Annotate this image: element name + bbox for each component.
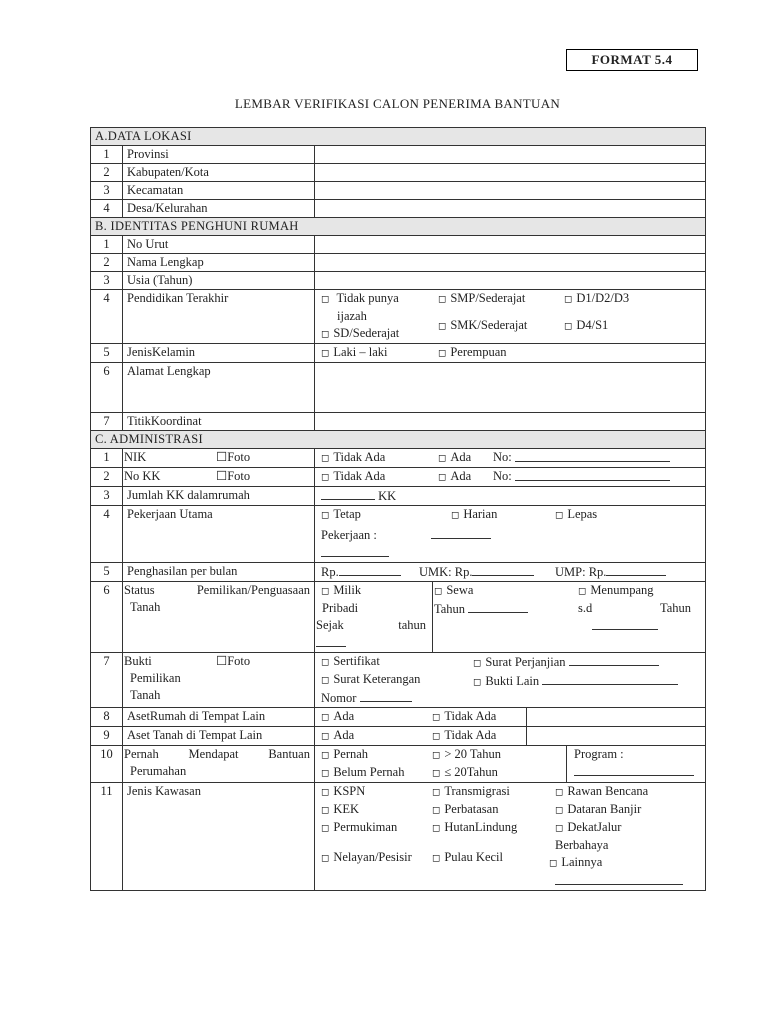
option-transmigrasi[interactable]: ◻ Transmigrasi xyxy=(432,784,510,798)
option-pulau-kecil[interactable]: ◻ Pulau Kecil xyxy=(432,850,503,864)
penghasilan-umk[interactable]: UMK: Rp. xyxy=(419,563,555,581)
option-ada[interactable]: ◻ Ada xyxy=(438,469,472,483)
checkbox-icon: ◻ xyxy=(432,823,441,834)
option-foto-bukti[interactable]: ☐Foto xyxy=(216,654,251,668)
checkbox-icon: ◻ xyxy=(321,586,330,597)
field-value-pendidikan xyxy=(315,290,706,344)
option-surat-keterangan[interactable]: ◻ Surat Keterangan xyxy=(321,672,421,686)
checkbox-icon: ◻ xyxy=(578,586,587,597)
table-row xyxy=(91,783,706,891)
field-label-koordinat: TitikKoordinat xyxy=(123,413,315,431)
option-sd[interactable]: ◻ SD/Sederajat xyxy=(321,326,400,340)
checkbox-icon: ◻ xyxy=(438,453,447,464)
field-value-nama[interactable] xyxy=(315,254,706,272)
checkbox-icon: ◻ xyxy=(432,853,441,864)
row-number: 6 xyxy=(91,582,123,653)
checkbox-icon: ◻ xyxy=(432,731,441,742)
table-row xyxy=(91,272,706,290)
field-value-status-sewa-menumpang xyxy=(433,582,706,653)
table-row xyxy=(91,290,706,344)
option-foto-nik[interactable]: ☐Foto xyxy=(216,450,251,464)
option-ada[interactable]: ◻ Ada xyxy=(438,450,472,464)
row-number: 5 xyxy=(91,344,123,363)
option-belum-pernah[interactable]: ◻ Belum Pernah xyxy=(321,765,405,779)
page-title: LEMBAR VERIFIKASI CALON PENERIMA BANTUAN xyxy=(234,96,561,111)
table-row xyxy=(91,746,706,783)
checkbox-icon: ◻ xyxy=(473,677,482,688)
field-value-no-kk: ◻ Tidak Ada ◻ Ada No: xyxy=(315,468,706,487)
checkbox-icon: ◻ xyxy=(473,658,482,669)
field-value-jenis-kelamin xyxy=(315,344,706,363)
table-row xyxy=(91,200,706,218)
lainnya-line[interactable] xyxy=(555,872,683,885)
checkbox-icon: ◻ xyxy=(438,321,447,332)
checkbox-icon: ◻ xyxy=(321,823,330,834)
checkbox-icon: ◻ xyxy=(321,510,330,521)
field-value-bukti-pemilikan: ◻ Sertifikat ◻ Surat Keterangan Nomor ◻ Surat Perjanjian ◻ Bukti Lain xyxy=(315,653,706,708)
table-row xyxy=(91,487,706,506)
section-a-header: A.DATA LOKASI xyxy=(91,128,706,146)
format-label: FORMAT 5.4 xyxy=(566,49,698,71)
field-label-jumlah-kk: Jumlah KK dalamrumah xyxy=(123,487,315,506)
option-dekat-jalur[interactable]: ◻ DekatJalur xyxy=(555,820,622,834)
row-number: 1 xyxy=(91,236,123,254)
field-value-aset-tanah xyxy=(315,727,527,746)
checkbox-icon: ◻ xyxy=(432,787,441,798)
table-row xyxy=(91,449,706,468)
field-label-aset-tanah: Aset Tanah di Tempat Lain xyxy=(123,727,315,746)
row-number: 3 xyxy=(91,182,123,200)
option-tidak-ada[interactable]: ◻ Tidak Ada xyxy=(432,728,497,742)
table-row xyxy=(91,182,706,200)
option-lebih-20-tahun[interactable]: ◻ > 20 Tahun xyxy=(432,747,501,761)
checkbox-icon: ◻ xyxy=(555,510,564,521)
option-perbatasan[interactable]: ◻ Perbatasan xyxy=(432,802,499,816)
option-lepas[interactable]: ◻ Lepas xyxy=(555,507,598,521)
checkbox-icon: ◻ xyxy=(321,768,330,779)
row-number: 3 xyxy=(91,487,123,506)
option-label: ijazah xyxy=(337,309,367,323)
table-row xyxy=(91,582,706,653)
row-number: 2 xyxy=(91,254,123,272)
field-value-alamat[interactable] xyxy=(315,363,706,413)
row-number: 4 xyxy=(91,506,123,563)
checkbox-icon: ☐ xyxy=(216,469,228,483)
checkbox-icon: ◻ xyxy=(321,731,330,742)
row-number: 7 xyxy=(91,413,123,431)
checkbox-icon: ◻ xyxy=(321,329,330,340)
table-row xyxy=(91,164,706,182)
row-number: 4 xyxy=(91,290,123,344)
checkbox-icon: ◻ xyxy=(555,787,564,798)
option-tidak-ada[interactable]: ◻ Tidak Ada xyxy=(432,709,497,723)
row-number: 9 xyxy=(91,727,123,746)
checkbox-icon: ◻ xyxy=(564,321,573,332)
option-kurang-20-tahun[interactable]: ◻ ≤ 20Tahun xyxy=(432,765,498,779)
field-value-jenis-kawasan xyxy=(315,783,706,891)
field-label-jenis-kelamin: JenisKelamin xyxy=(123,344,315,363)
option-nelayan-pesisir[interactable]: ◻ Nelayan/Pesisir xyxy=(321,850,412,864)
row-number: 1 xyxy=(91,449,123,468)
field-value-kecamatan[interactable] xyxy=(315,182,706,200)
pekerjaan-line[interactable] xyxy=(431,526,491,539)
table-row xyxy=(91,363,706,413)
row-number: 1 xyxy=(91,146,123,164)
table-row xyxy=(91,563,706,582)
option-tetap[interactable]: ◻ Tetap xyxy=(321,507,361,521)
checkbox-icon: ◻ xyxy=(555,823,564,834)
field-value-program[interactable]: Program : xyxy=(567,746,706,783)
checkbox-icon: ◻ xyxy=(564,294,573,305)
field-label-provinsi: Provinsi xyxy=(123,146,315,164)
row-number: 2 xyxy=(91,164,123,182)
field-value-pernah-bantuan xyxy=(315,746,567,783)
field-label-kecamatan: Kecamatan xyxy=(123,182,315,200)
option-sewa[interactable]: ◻ Sewa Tahun xyxy=(434,582,578,635)
option-rawan-bencana[interactable]: ◻ Rawan Bencana xyxy=(555,784,649,798)
option-menumpang[interactable]: ◻ Menumpang s.d Tahun xyxy=(578,582,701,635)
option-dataran-banjir[interactable]: ◻ Dataran Banjir xyxy=(555,802,642,816)
field-label-bukti-pemilikan: Bukti ☐Foto Pemilikan Tanah xyxy=(123,653,315,708)
row-number: 5 xyxy=(91,563,123,582)
field-value-provinsi[interactable] xyxy=(315,146,706,164)
option-label: Berbahaya xyxy=(555,838,609,852)
checkbox-icon: ◻ xyxy=(321,472,330,483)
field-value-no-urut[interactable] xyxy=(315,236,706,254)
field-label-no-kk: No KK ☐Foto xyxy=(123,468,315,487)
checkbox-icon: ◻ xyxy=(321,805,330,816)
table-row xyxy=(91,468,706,487)
table-row xyxy=(91,506,706,563)
option-permukiman[interactable]: ◻ Permukiman xyxy=(321,820,398,834)
pekerjaan-line-2[interactable] xyxy=(321,544,389,557)
option-surat-perjanjian[interactable]: ◻ Surat Perjanjian xyxy=(473,653,678,672)
row-number: 7 xyxy=(91,653,123,708)
checkbox-icon: ◻ xyxy=(321,657,330,668)
option-hutan-lindung[interactable]: ◻ HutanLindung xyxy=(432,820,518,834)
checkbox-icon: ◻ xyxy=(549,858,558,869)
checkbox-icon: ◻ xyxy=(434,586,443,597)
field-label-penghasilan: Penghasilan per bulan xyxy=(123,563,315,582)
checkbox-icon: ◻ xyxy=(438,472,447,483)
checkbox-icon: ◻ xyxy=(321,787,330,798)
option-smp[interactable]: ◻ SMP/Sederajat xyxy=(438,291,526,305)
table-row xyxy=(91,727,706,746)
option-lainnya[interactable]: ◻ Lainnya xyxy=(549,855,603,869)
table-row xyxy=(91,146,706,164)
field-label-kabupaten: Kabupaten/Kota xyxy=(123,164,315,182)
section-c-header: C. ADMINISTRASI xyxy=(91,431,706,449)
checkbox-icon: ☐ xyxy=(216,450,228,464)
checkbox-icon: ◻ xyxy=(321,853,330,864)
option-tidak-punya-ijazah[interactable]: ◻ Tidak punya xyxy=(321,291,399,305)
option-tidak-ada[interactable]: ◻ Tidak Ada xyxy=(321,450,386,464)
table-row xyxy=(91,236,706,254)
checkbox-icon: ☐ xyxy=(216,654,228,668)
option-tidak-ada[interactable]: ◻ Tidak Ada xyxy=(321,469,386,483)
field-label-pernah-bantuan: Pernah Mendapat Bantuan Perumahan xyxy=(123,746,315,783)
field-label-aset-rumah: AsetRumah di Tempat Lain xyxy=(123,708,315,727)
option-perempuan[interactable]: ◻ Perempuan xyxy=(438,345,507,359)
field-value-aset-rumah xyxy=(315,708,527,727)
penghasilan-rp[interactable]: Rp. xyxy=(321,563,419,581)
option-harian[interactable]: ◻ Harian xyxy=(451,507,498,521)
field-label-nik: NIK ☐Foto xyxy=(123,449,315,468)
field-value-desa[interactable] xyxy=(315,200,706,218)
option-sertifikat[interactable]: ◻ Sertifikat xyxy=(321,654,380,668)
option-smk[interactable]: ◻ SMK/Sederajat xyxy=(438,318,528,332)
checkbox-icon: ◻ xyxy=(321,348,330,359)
field-label-jenis-kawasan: Jenis Kawasan xyxy=(123,783,315,891)
field-value-usia[interactable] xyxy=(315,272,706,290)
penghasilan-ump[interactable]: UMP: Rp. xyxy=(555,563,666,581)
field-value-kabupaten[interactable] xyxy=(315,164,706,182)
table-row xyxy=(91,254,706,272)
field-label-nama: Nama Lengkap xyxy=(123,254,315,272)
field-label-no-urut: No Urut xyxy=(123,236,315,254)
field-value-nik: ◻ Tidak Ada ◻ Ada No: xyxy=(315,449,706,468)
field-label-status-pemilikan: Status Pemilikan/Penguasaan Tanah xyxy=(123,582,315,653)
row-number: 8 xyxy=(91,708,123,727)
row-number: 2 xyxy=(91,468,123,487)
field-label-pekerjaan: Pekerjaan Utama xyxy=(123,506,315,563)
checkbox-icon: ◻ xyxy=(321,675,330,686)
option-d1-d2-d3[interactable]: ◻ D1/D2/D3 xyxy=(564,291,630,305)
checkbox-icon: ◻ xyxy=(438,348,447,359)
field-label-usia: Usia (Tahun) xyxy=(123,272,315,290)
field-label-desa: Desa/Kelurahan xyxy=(123,200,315,218)
option-ada[interactable]: ◻ Ada xyxy=(321,709,355,723)
table-row xyxy=(91,653,706,708)
nomor-line[interactable] xyxy=(360,689,412,702)
checkbox-icon: ◻ xyxy=(432,712,441,723)
checkbox-icon: ◻ xyxy=(321,750,330,761)
row-number: 6 xyxy=(91,363,123,413)
checkbox-icon: ◻ xyxy=(321,712,330,723)
field-value-jumlah-kk: KK xyxy=(315,487,706,506)
field-value-pekerjaan: ◻ Tetap ◻ Harian ◻ Lepas Pekerjaan : xyxy=(315,506,706,563)
field-label-alamat: Alamat Lengkap xyxy=(123,363,315,413)
table-row xyxy=(91,413,706,431)
checkbox-icon: ◻ xyxy=(432,768,441,779)
checkbox-icon: ◻ xyxy=(321,294,330,305)
checkbox-icon: ◻ xyxy=(451,510,460,521)
field-value-koordinat[interactable] xyxy=(315,413,706,431)
option-bukti-lain[interactable]: ◻ Bukti Lain xyxy=(473,672,678,691)
nik-number-line[interactable] xyxy=(515,449,670,462)
checkbox-icon: ◻ xyxy=(321,453,330,464)
checkbox-icon: ◻ xyxy=(432,805,441,816)
table-row xyxy=(91,344,706,363)
row-number: 3 xyxy=(91,272,123,290)
option-milik-pribadi[interactable]: ◻ Milik Pribadi Sejak tahun xyxy=(315,582,433,653)
jumlah-kk-line[interactable] xyxy=(321,487,375,500)
option-kek[interactable]: ◻ KEK xyxy=(321,802,360,816)
kk-number-line[interactable] xyxy=(515,468,670,481)
section-b-header: B. IDENTITAS PENGHUNI RUMAH xyxy=(91,218,706,236)
option-pernah[interactable]: ◻ Pernah xyxy=(321,747,369,761)
row-number: 4 xyxy=(91,200,123,218)
option-kspn[interactable]: ◻ KSPN xyxy=(321,784,366,798)
row-number: 11 xyxy=(91,783,123,891)
checkbox-icon: ◻ xyxy=(555,805,564,816)
option-ada[interactable]: ◻ Ada xyxy=(321,728,355,742)
option-foto-kk[interactable]: ☐Foto xyxy=(216,469,251,483)
option-d4-s1[interactable]: ◻ D4/S1 xyxy=(564,318,609,332)
field-label-pendidikan: Pendidikan Terakhir xyxy=(123,290,315,344)
checkbox-icon: ◻ xyxy=(432,750,441,761)
field-value-penghasilan xyxy=(315,563,706,582)
option-laki-laki[interactable]: ◻ Laki – laki xyxy=(321,345,388,359)
checkbox-icon: ◻ xyxy=(438,294,447,305)
verification-form-table xyxy=(90,127,706,891)
row-number: 10 xyxy=(91,746,123,783)
table-row xyxy=(91,708,706,727)
